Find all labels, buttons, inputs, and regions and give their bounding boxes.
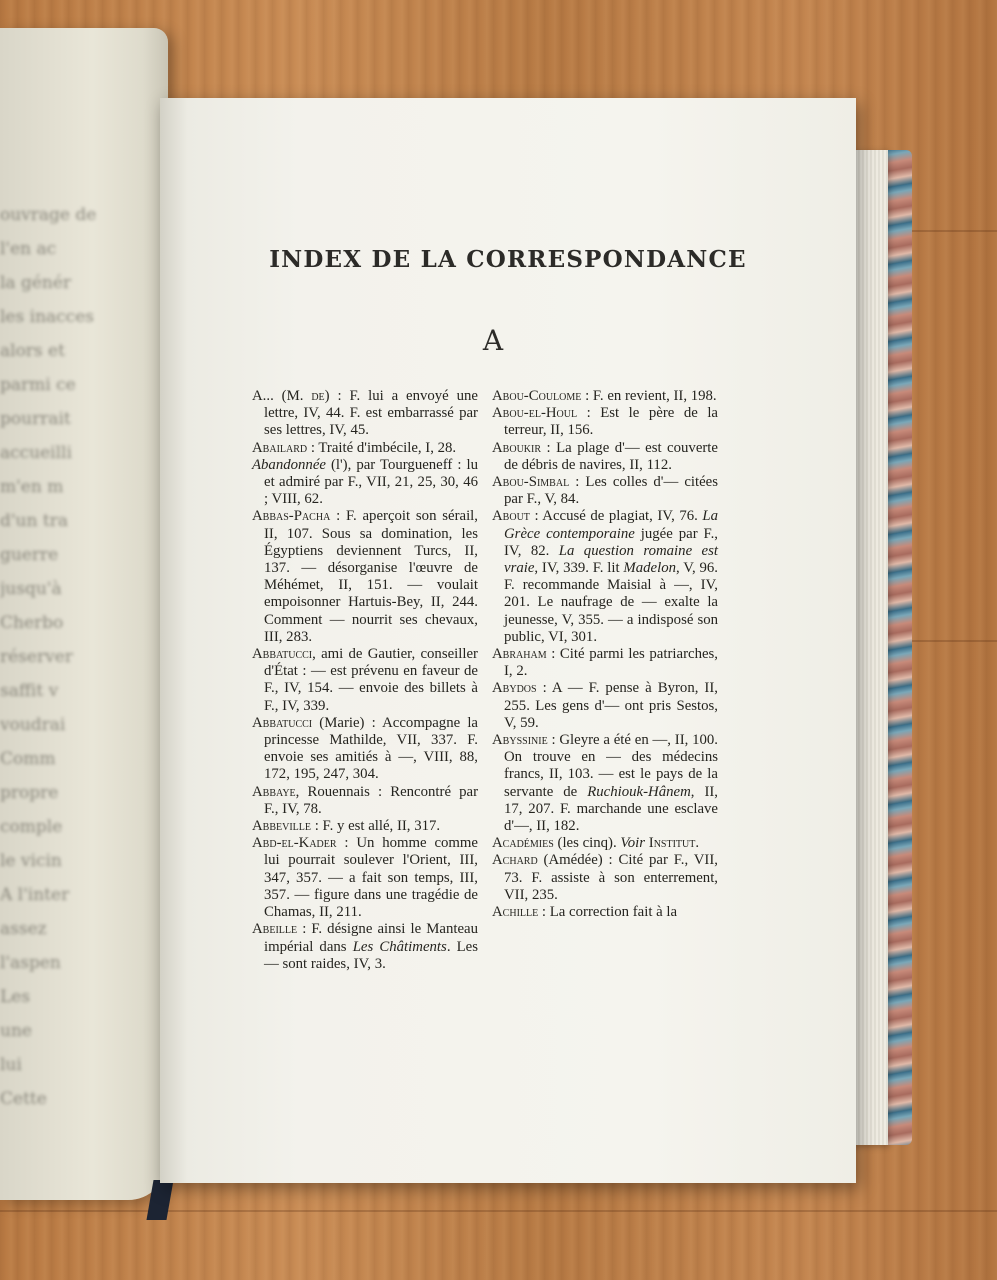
index-entry [252, 715, 478, 784]
index-entry [492, 732, 718, 835]
facing-page-line: Les [0, 987, 31, 1007]
entry-text: : Traité d'imbécile, I, 28. [307, 439, 457, 456]
entry-text: . Les — sont raides, IV, 3. [264, 938, 479, 972]
index-entry [492, 904, 718, 921]
index-entry [252, 784, 478, 818]
entry-text: (Marie) : Accompagne la princesse Mathilde, VII, 337. F. envoie ses amitiés à —, VIII, 88, 172, 195, 247, 304. [264, 714, 478, 783]
entry-text: , Rouennais : Rencontré par F., IV, 78. [264, 783, 478, 817]
facing-page-text [0, 198, 160, 1116]
entry-text: : F. désigne ainsi le Manteau impérial dans [264, 921, 478, 955]
facing-page-line: saffit v [0, 681, 59, 701]
index-entry [252, 818, 478, 835]
entry-title: La Grèce contemporaine [504, 508, 718, 542]
entry-headword: Abou-el-Houl [492, 405, 578, 422]
entry-text: . [695, 835, 700, 852]
entry-headword: Abd-el-Kader [252, 835, 337, 852]
entry-title: Voir [620, 835, 646, 852]
entry-title: Ruchiouk-Hânem [587, 783, 691, 800]
facing-page-line: l'aspen [0, 953, 61, 973]
index-entry [492, 474, 718, 508]
entry-headword: Abbaye [252, 783, 296, 800]
entry-headword: Achille [492, 904, 539, 921]
index-entry [252, 388, 478, 440]
facing-page-line: alors et [0, 341, 65, 361]
page-edges [852, 150, 888, 1145]
entry-text: , IV, 339. F. lit [534, 560, 624, 577]
entry-text: : La plage d'— est couverte de débris de navires, II, 112. [504, 439, 718, 473]
entry-text: jugée par F., IV, 82. [504, 525, 719, 559]
entry-text: , II, 17, 207. F. marchande une esclave d'—, II, 182. [504, 783, 718, 835]
facing-page-line: lui [0, 1055, 22, 1075]
entry-headword: Aboukir [492, 439, 542, 456]
entry-headword: Abbeville [252, 818, 312, 835]
entry-headword: Achard [492, 852, 538, 869]
entry-headword: About [492, 508, 530, 525]
facing-page-line: ouvrage de [0, 205, 97, 225]
facing-page-line: l'en ac [0, 239, 57, 259]
entry-text: : F. lui a envoyé une lettre, IV, 44. F. est embarrassé par ses lettres, IV, 45. [264, 388, 478, 439]
index-entry [492, 646, 718, 680]
index-entry [252, 921, 478, 973]
entry-crossref: Institut [648, 835, 696, 852]
index-entry [252, 508, 478, 646]
index-entry [252, 440, 478, 457]
facing-page-line: m'en m [0, 477, 64, 497]
facing-page-line: la génér [0, 273, 72, 293]
facing-page-line: une [0, 1021, 32, 1041]
facing-page-line: réserver [0, 647, 73, 667]
entry-text: : F. en revient, II, 198. [581, 388, 717, 404]
page-title: INDEX DE LA CORRESPONDANCE [269, 246, 747, 273]
entry-text: , ami de Gautier, conseiller d'État : — est prévenu en faveur de F., IV, 154. — envoie des billets à F., IV, 339. [264, 646, 478, 714]
index-entry [492, 835, 718, 852]
entry-headword: Abbatucci [252, 646, 313, 663]
entry-headword: Académies [492, 835, 554, 852]
facing-page-line: Cette [0, 1089, 47, 1109]
entry-text: : Accusé de plagiat, IV, 76. [529, 508, 703, 525]
index-column-left [252, 388, 478, 973]
facing-page-line: Comm [0, 749, 56, 769]
index-page [160, 98, 856, 1183]
facing-page-line: assez [0, 919, 47, 939]
facing-page-line: parmi ce [0, 375, 76, 395]
index-entry [492, 680, 718, 732]
facing-page-line: Cherbo [0, 613, 64, 633]
facing-page-line: guerre [0, 545, 59, 565]
facing-page-line: propre [0, 783, 59, 803]
facing-page-line: comple [0, 817, 63, 837]
entry-headword: Abou-Simbal [492, 474, 570, 491]
entry-headword: Abyssinie [492, 732, 548, 749]
index-entry [492, 405, 718, 439]
facing-page-line: d'un tra [0, 511, 68, 531]
entry-text: : Un homme comme lui pourrait soulever l'Orient, III, 347, 357. — a fait son temps, III, 357. — figure dans une tragédie de Chamas, II, 211. [264, 835, 478, 921]
entry-headword: Abydos [492, 680, 537, 697]
index-entry [252, 646, 478, 715]
facing-page [0, 28, 168, 1200]
entry-headword: A... (M. de) [252, 388, 330, 404]
index-entry [252, 457, 478, 509]
entry-title: Les Châtiments [352, 938, 447, 955]
index-entry [492, 852, 718, 904]
facing-page-line: voudrai [0, 715, 66, 735]
entry-text: : Gleyre a été en —, II, 100. On trouve en — des médecins francs, II, 103. — est le pays de la servante de [504, 732, 718, 800]
index-entry [492, 440, 718, 474]
index-entry [492, 388, 718, 405]
entry-headword: Abraham [492, 646, 547, 663]
entry-text: (les cinq). [553, 835, 621, 852]
entry-text: : Les colles d'— citées par F., V, 84. [504, 474, 718, 508]
entry-text: : F. aperçoit son sérail, II, 107. Sous sa domination, les Égyptiens deviennent Turcs, II, 137. — désorganise l'œuvre de Méhémet, II, 151. — voulait empoisonner Hartuis-Bey, II, 244. Comment — nourrit ses chevaux, III, 283. [264, 508, 478, 645]
facing-page-line: accueilli [0, 443, 72, 463]
entry-text: : A — F. pense à Byron, II, 255. Les gens d'— ont pris Sestos, V, 59. [504, 680, 718, 731]
entry-text: , V, 96. F. recommande Maisial à —, IV, 201. Le naufrage de — exalte la jeunesse, V, 355. — a indisposé son public, VI, 301. [504, 560, 718, 645]
entry-text: : La correction fait à la [538, 904, 678, 921]
entry-text: (l'), par Tourgueneff : lu et admiré par F., VII, 21, 25, 30, 46 ; VIII, 62. [264, 456, 478, 508]
entry-headword: Abbas-Pacha [252, 508, 331, 525]
entry-headword: Abeille [252, 921, 298, 938]
index-entry [252, 835, 478, 921]
index-entry [492, 508, 718, 646]
entry-title: Madelon [623, 560, 677, 577]
facing-page-line: le vicin [0, 851, 62, 871]
entry-headword: Abbatucci [252, 714, 313, 731]
section-letter: A [482, 324, 504, 357]
index-column-right [492, 388, 718, 921]
entry-text: : Cité parmi les patriarches, I, 2. [504, 646, 718, 680]
facing-page-line: les inacces [0, 307, 94, 327]
entry-headword: Abailard [252, 439, 308, 456]
entry-headword: Abandonnée [252, 456, 326, 473]
facing-page-line: A l'inter [0, 885, 70, 905]
entry-title: La question romaine est vraie [504, 542, 718, 577]
entry-text: : Est le père de la terreur, II, 156. [504, 405, 718, 439]
facing-page-line: pourrait [0, 409, 71, 429]
entry-text: (Amédée) : Cité par F., VII, 73. F. assiste à son enterrement, VII, 235. [504, 852, 718, 903]
facing-page-line: jusqu'à [0, 579, 62, 599]
entry-headword: Abou-Coulome [492, 388, 582, 404]
entry-text: : F. y est allé, II, 317. [311, 818, 441, 835]
